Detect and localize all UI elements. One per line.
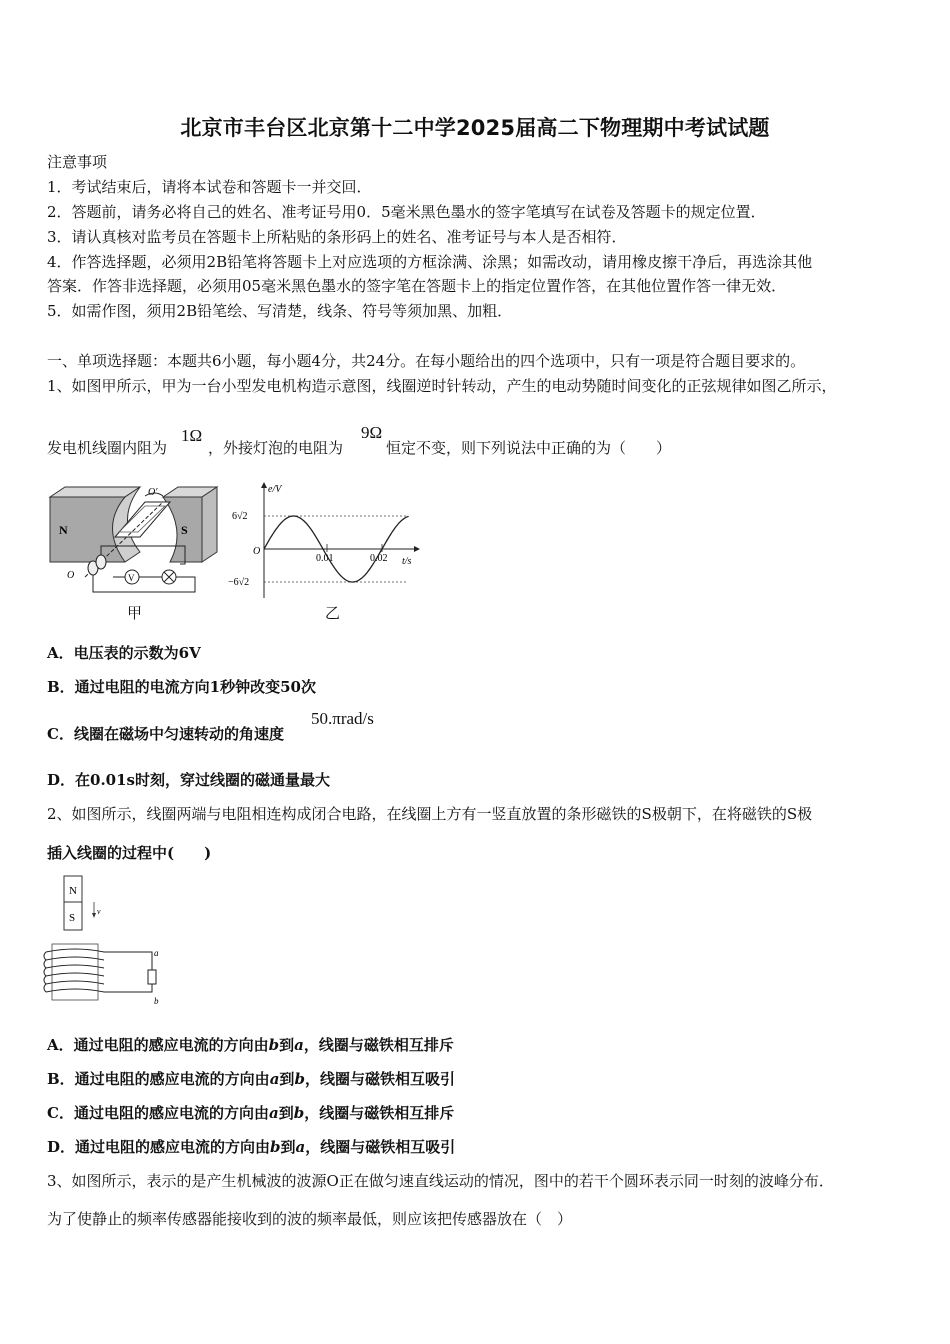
notice-item-2: 2．答题前，请务必将自己的姓名、准考证号用0．5毫米黑色墨水的签字笔填写在试卷及答题卡的规定位置． — [47, 203, 766, 221]
q2-option-b: B．通过电阻的感应电流的方向由a到b，线圈与磁铁相互吸引 — [47, 1070, 455, 1088]
q1-stem-line1: 1、如图甲所示，甲为一台小型发电机构造示意图，线圈逆时针转动，产生的电动势随时间变化的正弦规律如图乙所示， — [47, 377, 837, 395]
q2-option-a: A．通过电阻的感应电流的方向由b到a，线圈与磁铁相互排斥 — [47, 1036, 454, 1054]
q2-option-d: D．通过电阻的感应电流的方向由b到a，线圈与磁铁相互吸引 — [47, 1138, 456, 1156]
emf-graph — [228, 480, 423, 605]
notice-item-3: 3．请认真核对监考员在答题卡上所粘贴的条形码上的姓名、准考证号与本人是否相符． — [47, 228, 627, 246]
bar-magnet-s: S — [69, 912, 76, 924]
q1-option-a: A．电压表的示数为6V — [47, 644, 201, 662]
q1-stem-line2c: 恒定不变，则下列说法中正确的为（ ） — [386, 439, 672, 457]
notice-item-5: 5．如需作图，须用2B铅笔绘、写清楚，线条、符号等须加黑、加粗． — [47, 302, 513, 320]
terminal-b-label: b — [154, 996, 159, 1006]
fig-label-yi: 乙 — [325, 604, 341, 622]
section-heading: 一、单项选择题：本题共6小题，每小题4分，共24分。在每小题给出的四个选项中，只有一项是符合题目要求的。 — [47, 352, 806, 370]
notice-item-4-cont: 答案．作答非选择题，必须用05毫米黑色墨水的签字笔在答题卡上的指定位置作答，在其他位置作答一律无效． — [47, 277, 787, 295]
magnet-s-label: S — [181, 523, 188, 537]
page-title: 北京市丰台区北京第十二中学2025届高二下物理期中考试试题 — [180, 116, 770, 140]
q1-stem-line2b: ，外接灯泡的电阻为 — [208, 439, 344, 457]
q2-stem-line2: 插入线圈的过程中( ) — [47, 844, 212, 862]
q1-option-d: D．在0.01s时刻，穿过线圈的磁通量最大 — [47, 771, 330, 789]
q3-stem-line2: 为了使静止的频率传感器能接收到的波的频率最低，则应该把传感器放在（ ） — [47, 1210, 573, 1228]
x-axis-label: t/s — [402, 556, 412, 567]
velocity-label: v — [97, 907, 101, 916]
magnet-n-label: N — [59, 523, 68, 537]
x-tick-0.02: 0.02 — [370, 553, 388, 564]
y-tick-max: 6√2 — [232, 511, 248, 522]
q1-stem-line2a: 发电机线圈内阻为 — [47, 439, 168, 457]
bar-magnet-n: N — [69, 885, 77, 897]
fig-label-jia: 甲 — [127, 604, 143, 622]
q1-bulb-resistance: 9Ω — [361, 423, 383, 442]
q1-option-b: B．通过电阻的电流方向1秒钟改变50次 — [47, 678, 316, 696]
q1-option-c-value: 50.πrad/s — [311, 709, 374, 728]
x-tick-0.01: 0.01 — [316, 553, 334, 564]
generator-diagram — [45, 482, 230, 602]
y-axis-label: e/V — [268, 484, 282, 495]
origin-label: O — [253, 546, 261, 557]
q1-internal-resistance: 1Ω — [181, 426, 203, 445]
axis-o-label: O — [67, 570, 75, 581]
notice-item-4: 4．作答选择题，必须用2B铅笔将答题卡上对应选项的方框涂满、涂黑；如需改动，请用橡皮擦干净后，再选涂其他 — [47, 253, 813, 271]
y-tick-min: −6√2 — [228, 577, 250, 588]
terminal-a-label: a — [154, 948, 159, 958]
q2-stem-line1: 2、如图所示，线圈两端与电阻相连构成闭合电路，在线圈上方有一竖直放置的条形磁铁的S极朝下，在将磁铁的S极 — [47, 805, 813, 823]
notice-item-1: 1．考试结束后，请将本试卷和答题卡一并交回． — [47, 178, 372, 196]
q2-option-c: C．通过电阻的感应电流的方向由a到b，线圈与磁铁相互排斥 — [47, 1104, 455, 1122]
q1-option-c: C．线圈在磁场中匀速转动的角速度 — [47, 725, 284, 743]
q3-stem-line1: 3、如图所示，表示的是产生机械波的波源O正在做匀速直线运动的情况，图中的若干个圆环表示同一时刻的波峰分布． — [47, 1172, 834, 1190]
notice-heading: 注意事项 — [47, 153, 108, 171]
voltmeter-label: V — [128, 573, 135, 583]
magnet-coil-diagram — [42, 872, 172, 1017]
axis-o-prime-label: O′ — [148, 487, 158, 498]
